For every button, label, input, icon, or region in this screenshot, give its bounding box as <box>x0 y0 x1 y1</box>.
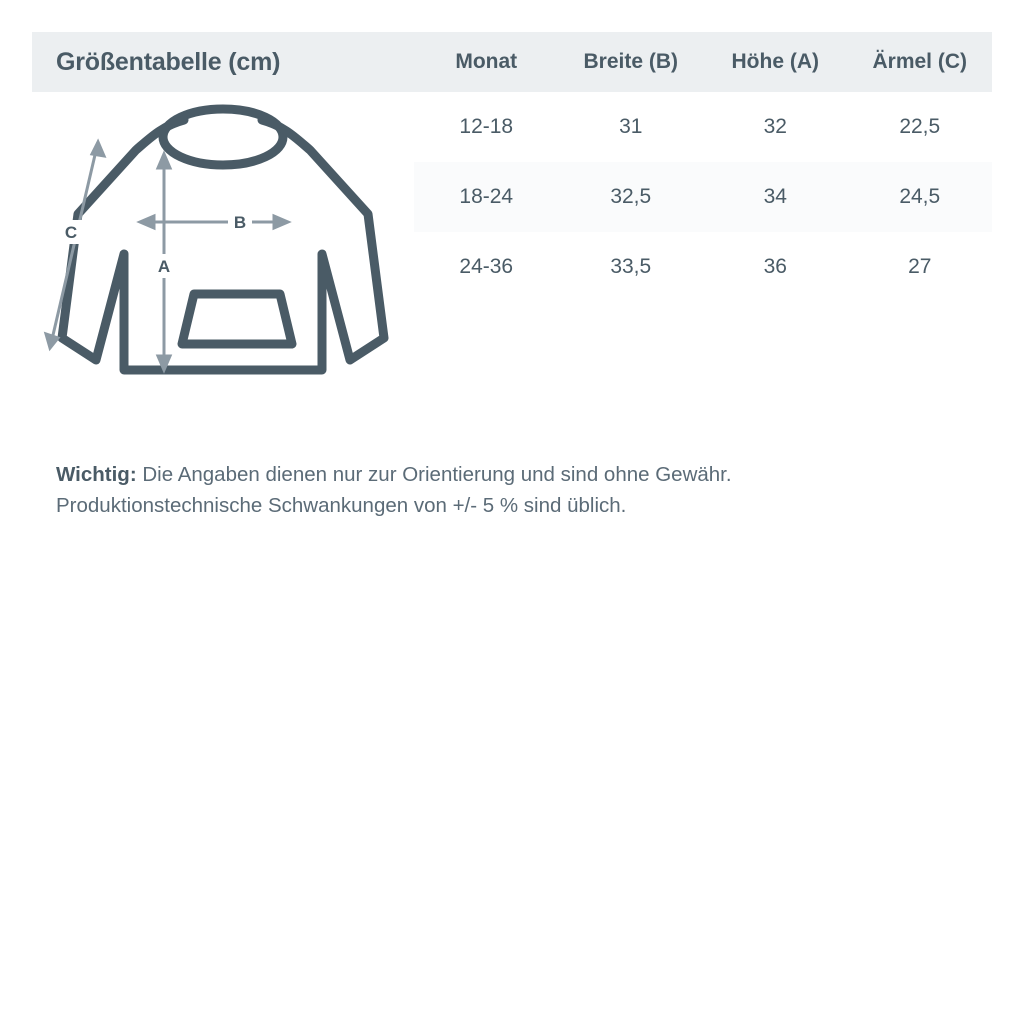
cell-aermel: 27 <box>908 255 932 278</box>
diagram-label-a: A <box>157 257 171 276</box>
cell-breite: 32,5 <box>610 185 652 208</box>
cell-aermel: 24,5 <box>899 185 941 208</box>
page-title: Größentabelle (cm) <box>56 47 281 76</box>
cell-breite: 33,5 <box>610 255 652 278</box>
disclaimer-note <box>32 459 992 521</box>
cell-monat: 12-18 <box>459 115 514 138</box>
disclaimer-lead: Wichtig: <box>56 463 137 486</box>
cell-breite: 31 <box>619 115 643 138</box>
cell-hoehe: 34 <box>763 185 787 208</box>
disclaimer-line-1: Die Angaben dienen nur zur Orientierung und sind ohne Gewähr. <box>136 463 732 486</box>
hoodie-diagram <box>32 92 414 437</box>
column-header-aermel: Ärmel (C) <box>872 50 967 73</box>
column-header-breite: Breite (B) <box>583 50 678 73</box>
diagram-label-c: C <box>64 223 78 242</box>
column-header-monat: Monat <box>455 50 518 73</box>
table-row <box>414 92 992 162</box>
chart-header <box>32 32 992 92</box>
cell-hoehe: 36 <box>763 255 787 278</box>
cell-monat: 18-24 <box>459 185 514 208</box>
table-row <box>414 232 992 302</box>
column-header-hoehe: Höhe (A) <box>731 50 819 73</box>
size-table <box>414 92 992 302</box>
size-chart <box>32 32 992 521</box>
cell-monat: 24-36 <box>459 255 514 278</box>
diagram-label-b: B <box>233 213 247 232</box>
cell-aermel: 22,5 <box>899 115 941 138</box>
table-row <box>414 162 992 232</box>
disclaimer-line-2: Produktionstechnische Schwankungen von +/- 5 % sind üblich. <box>56 494 627 518</box>
cell-hoehe: 32 <box>763 115 787 138</box>
chart-body <box>32 92 992 437</box>
